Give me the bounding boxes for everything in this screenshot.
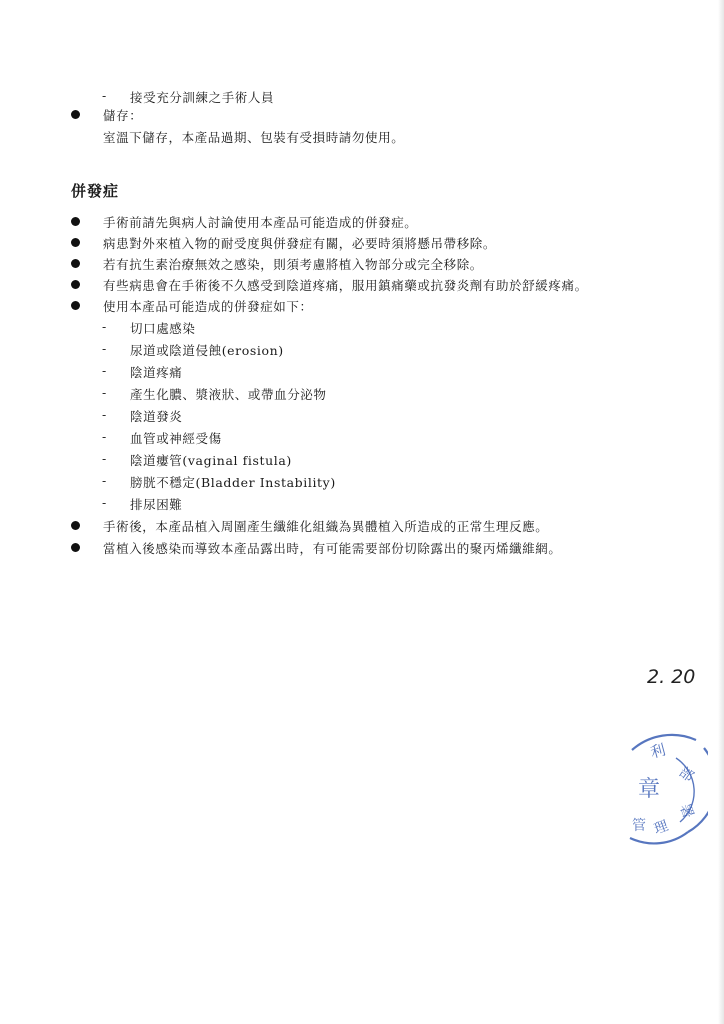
complication-bullet: 使用本產品可能造成的併發症如下： bbox=[103, 299, 313, 314]
sub-item: 排尿困難 bbox=[130, 497, 183, 512]
bullet-icon bbox=[71, 238, 80, 247]
complication-bullet: 有些病患會在手術後不久感受到陰道疼痛，服用鎮痛藥或抗發炎劑有助於舒緩疼痛。 bbox=[103, 278, 588, 293]
official-stamp-icon bbox=[618, 730, 708, 850]
dash-marker: - bbox=[102, 363, 107, 378]
handwritten-note: 2. 20 bbox=[647, 666, 696, 688]
sub-item: 尿道或陰道侵蝕(erosion) bbox=[130, 343, 284, 358]
page-edge bbox=[718, 0, 724, 1024]
sub-item: 陰道瘻管(vaginal fistula) bbox=[130, 453, 292, 468]
sub-item: 膀胱不穩定(Bladder Instability) bbox=[130, 475, 336, 490]
sub-item: 血管或神經受傷 bbox=[130, 431, 222, 446]
dash-marker: - bbox=[102, 451, 107, 466]
bullet-icon bbox=[71, 301, 80, 310]
bullet-icon bbox=[71, 217, 80, 226]
storage-title: 儲存： bbox=[103, 108, 143, 123]
training-item: 接受充分訓練之手術人員 bbox=[130, 90, 275, 105]
svg-text:署: 署 bbox=[676, 801, 697, 821]
svg-text:利: 利 bbox=[648, 740, 668, 762]
dash-marker: - bbox=[102, 341, 107, 356]
dash-marker: - bbox=[102, 495, 107, 510]
bullet-icon bbox=[71, 280, 80, 289]
complication-bullet: 若有抗生素治療無效之感染，則須考慮將植入物部分或完全移除。 bbox=[103, 257, 483, 272]
sub-item: 陰道發炎 bbox=[130, 409, 183, 424]
dash-marker: - bbox=[102, 429, 107, 444]
svg-text:部: 部 bbox=[675, 764, 697, 786]
dash-marker: - bbox=[102, 385, 107, 400]
complication-bullet: 手術後，本產品植入周圍產生纖維化組織為異體植入所造成的正常生理反應。 bbox=[103, 519, 549, 534]
sub-item: 陰道疼痛 bbox=[130, 365, 183, 380]
sub-item: 產生化膿、漿液狀、或帶血分泌物 bbox=[130, 387, 327, 402]
sub-item: 切口處感染 bbox=[130, 321, 196, 336]
bullet-icon bbox=[71, 521, 80, 530]
bullet-icon bbox=[71, 259, 80, 268]
svg-text:管: 管 bbox=[632, 818, 646, 834]
dash-marker: - bbox=[102, 319, 107, 334]
complication-bullet: 當植入後感染而導致本產品露出時，有可能需要部份切除露出的聚丙烯纖維網。 bbox=[103, 541, 562, 556]
bullet-icon bbox=[71, 543, 80, 552]
complication-bullet: 手術前請先與病人討論使用本產品可能造成的併發症。 bbox=[103, 215, 418, 230]
storage-text: 室溫下儲存，本產品過期、包裝有受損時請勿使用。 bbox=[103, 130, 405, 145]
dash-marker: - bbox=[102, 407, 107, 422]
complications-heading: 併發症 bbox=[71, 182, 120, 200]
svg-text:章: 章 bbox=[638, 777, 661, 802]
complication-bullet: 病患對外來植入物的耐受度與併發症有關，必要時須將懸吊帶移除。 bbox=[103, 236, 497, 251]
dash-marker: - bbox=[102, 473, 107, 488]
dash-marker: - bbox=[102, 88, 107, 103]
bullet-icon bbox=[71, 110, 80, 119]
svg-text:理: 理 bbox=[651, 817, 671, 838]
